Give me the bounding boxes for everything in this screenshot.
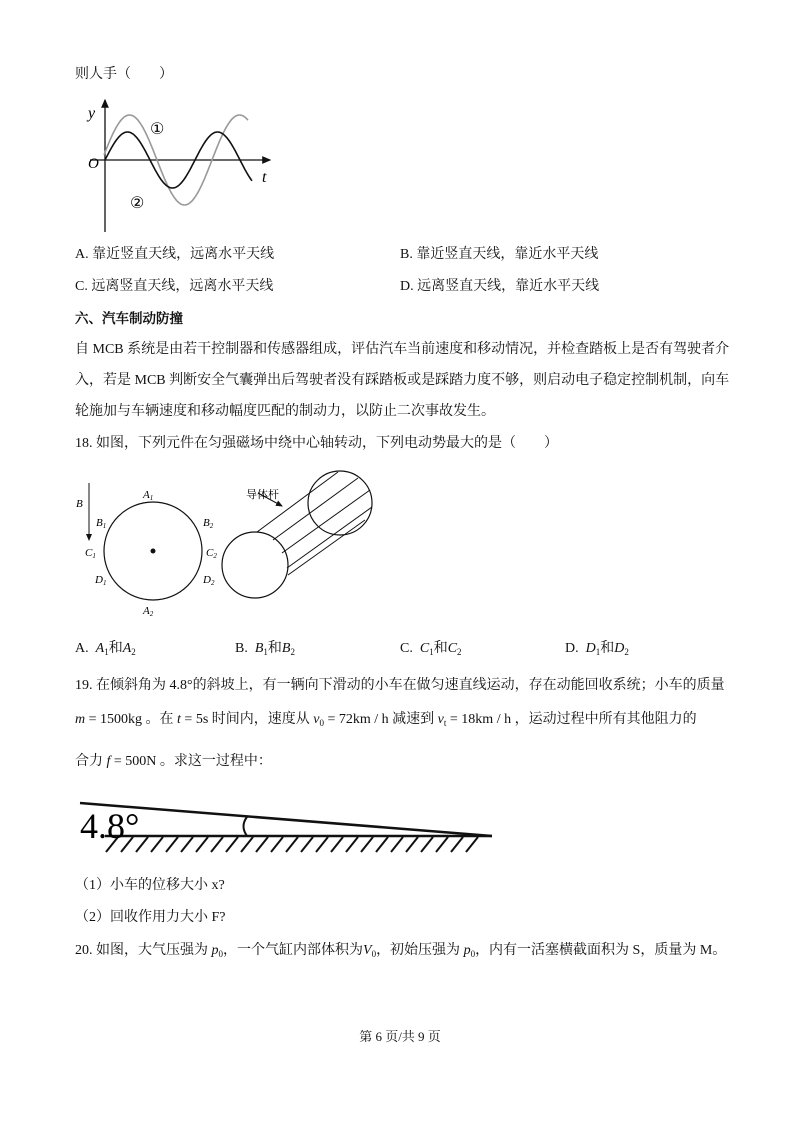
q19-line-1: 19. 在倾斜角为 4.8°的斜坡上，有一辆向下滑动的小车在做匀速直线运动，存在动能回收系统；小车的质量 (75, 678, 725, 693)
svg-text:C2: C2 (206, 547, 217, 560)
curve-1-label: ① (150, 121, 165, 138)
svg-text:B1: B1 (96, 517, 107, 530)
q18-option-d: D. $D_1$和$D_2$ (565, 641, 629, 657)
hatch-mark (166, 837, 178, 852)
q18-stem: 18. 如图，下列元件在匀强磁场中绕中心轴转动，下列电动势最大的是（ ） (75, 436, 558, 451)
section-para-line: 入，若是 MCB 判断安全气囊弹出后驾驶者没有踩踏板或是踩踏力度不够，则启动电子稳定控制机制，向车 (75, 373, 730, 388)
section-heading: 六、汽车制动防撞 (75, 311, 183, 327)
hatch-mark (301, 837, 313, 852)
q20-stem: 20. 如图，大气压强为 $p_0$，一个气缸内部体积为$V_0$，初始压强为 $p_0$，内有一活塞横截面积为 S，质量为 M。 (75, 943, 727, 959)
section-para-line: 轮施加与车辆速度和移动幅度匹配的制动力，以防止二次事故发生。 (75, 404, 495, 419)
q18-option-a: A. $A_1$和$A_2$ (75, 641, 136, 657)
svg-text:A2: A2 (143, 605, 154, 618)
section-para-line: 自 MCB 系统是由若干控制器和传感器组成，评估汽车当前速度和移动情况，并检查踏板上是否有驾驶者介 (75, 342, 730, 357)
hatch-mark (196, 837, 208, 852)
hatch-mark (181, 837, 193, 852)
hatch-mark (226, 837, 238, 852)
svg-text:D2: D2 (203, 574, 215, 587)
hatch-mark (316, 837, 328, 852)
q18-option-b: B. $B_1$和$B_2$ (235, 641, 295, 657)
hatch-mark (346, 837, 358, 852)
q17-stem-tail: 则人手（ ） (75, 67, 173, 82)
hatch-mark (466, 837, 478, 852)
angle-label: 4.8° (80, 806, 140, 846)
hatch-mark (271, 837, 283, 852)
hatch-mark (376, 837, 388, 852)
q18-option-c: C. $C_1$和$C_2$ (400, 641, 462, 657)
q17-option-c: C. 远离竖直天线，远离水平天线 (75, 279, 274, 294)
incline-line (80, 803, 492, 836)
q17-option-b: B. 靠近竖直天线，靠近水平天线 (400, 247, 599, 262)
hatch-mark (406, 837, 418, 852)
svg-text:C1: C1 (85, 547, 96, 560)
t-label: t (262, 169, 267, 186)
svg-text:B2: B2 (203, 517, 214, 530)
hatch-mark (361, 837, 373, 852)
svg-text:A1: A1 (143, 489, 154, 502)
hatch-mark (151, 837, 163, 852)
hatch-mark (391, 837, 403, 852)
angle-arc (244, 817, 248, 836)
hatch-mark (256, 837, 268, 852)
svg-text:B: B (76, 498, 83, 510)
hatch-mark (451, 837, 463, 852)
ground-hatching (106, 837, 478, 852)
hatch-mark (241, 837, 253, 852)
y-label: y (88, 105, 96, 122)
q19-line-3: 合力 f = 500N 。求这一过程中： (75, 754, 272, 769)
page-footer: 第 6 页/共 9 页 (359, 1029, 441, 1044)
hatch-mark (331, 837, 343, 852)
q19-sub-1: （1）小车的位移大小 x? (75, 878, 225, 893)
origin-label: O (88, 156, 99, 172)
hatch-mark (211, 837, 223, 852)
q17-option-a: A. 靠近竖直天线，远离水平天线 (75, 247, 275, 262)
q17-option-d: D. 远离竖直天线，靠近水平天线 (400, 279, 600, 294)
hatch-mark (286, 837, 298, 852)
rod-label: 导体杆 (246, 489, 279, 501)
hatch-mark (436, 837, 448, 852)
curve-2-label: ② (130, 195, 145, 212)
svg-text:D1: D1 (95, 574, 107, 587)
q19-sub-2: （2）回收作用力大小 F? (75, 910, 226, 925)
q19-line-2: m = 1500kg 。在 t = 5s 时间内，速度从 $v_0 = 72km / h$ 减速到 $v_t = 18km / h$ ，运动过程中所有其他阻力的 (75, 712, 697, 728)
hatch-mark (421, 837, 433, 852)
